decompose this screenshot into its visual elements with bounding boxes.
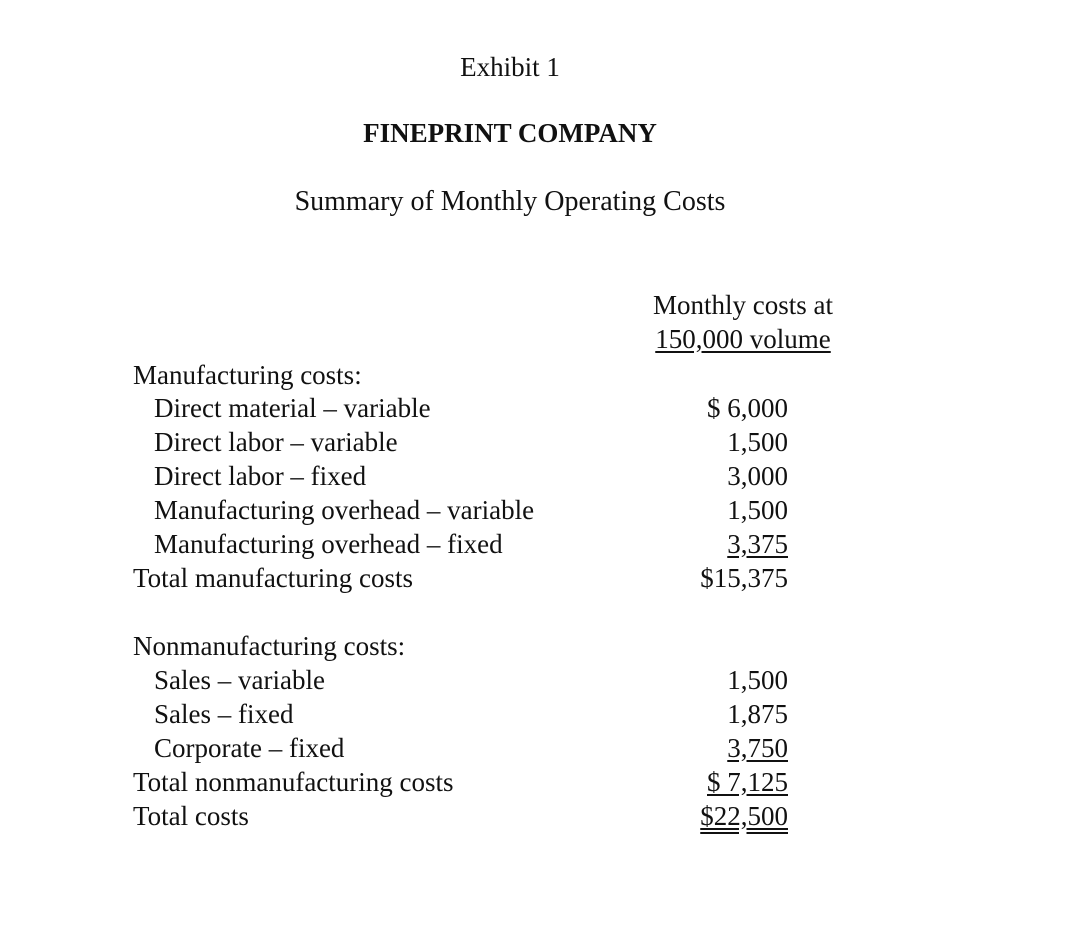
row-amount: 3,375 — [727, 529, 788, 559]
nonmanufacturing-heading: Nonmanufacturing costs: — [133, 631, 406, 661]
exhibit-label: Exhibit 1 — [460, 52, 560, 82]
manufacturing-total-amount: $15,375 — [700, 563, 788, 593]
row-label: Direct labor – variable — [154, 427, 398, 457]
table-row — [0, 527, 1072, 561]
grand-total-row — [0, 799, 1072, 833]
report-title: Summary of Monthly Operating Costs — [294, 186, 726, 217]
nonmanufacturing-total-row — [0, 765, 1072, 799]
manufacturing-heading: Manufacturing costs: — [133, 360, 362, 390]
grand-total-label: Total costs — [133, 801, 249, 831]
row-label: Manufacturing overhead – fixed — [154, 529, 503, 559]
manufacturing-total-label: Total manufacturing costs — [133, 563, 414, 593]
row-amount: $ 6,000 — [707, 393, 788, 423]
row-amount: 1,500 — [727, 495, 788, 525]
column-header-line1: Monthly costs at — [653, 290, 833, 320]
nonmanufacturing-total-label: Total nonmanufacturing costs — [133, 767, 454, 797]
row-label: Manufacturing overhead – variable — [154, 495, 535, 525]
manufacturing-heading-row — [0, 358, 1072, 392]
row-amount: 3,750 — [727, 733, 788, 763]
manufacturing-total-row — [0, 561, 1072, 595]
table-row — [0, 697, 1072, 731]
table-row — [0, 459, 1072, 493]
row-amount: 3,000 — [727, 461, 788, 491]
column-header — [642, 288, 844, 356]
row-label: Direct material – variable — [154, 393, 431, 423]
row-amount: 1,500 — [727, 427, 788, 457]
row-label: Direct labor – fixed — [154, 461, 367, 491]
grand-total-amount: $22,500 — [700, 801, 788, 831]
table-row — [0, 391, 1072, 425]
table-row — [0, 731, 1072, 765]
company-name: FINEPRINT COMPANY — [363, 118, 657, 148]
column-header-line2: 150,000 volume — [655, 324, 831, 354]
row-amount: 1,500 — [727, 665, 788, 695]
table-row — [0, 425, 1072, 459]
nonmanufacturing-heading-row — [0, 629, 1072, 663]
row-label: Sales – variable — [154, 665, 325, 695]
table-row — [0, 663, 1072, 697]
table-row — [0, 493, 1072, 527]
row-label: Corporate – fixed — [154, 733, 345, 763]
nonmanufacturing-total-amount: $ 7,125 — [707, 767, 788, 797]
row-amount: 1,875 — [727, 699, 788, 729]
row-label: Sales – fixed — [154, 699, 294, 729]
